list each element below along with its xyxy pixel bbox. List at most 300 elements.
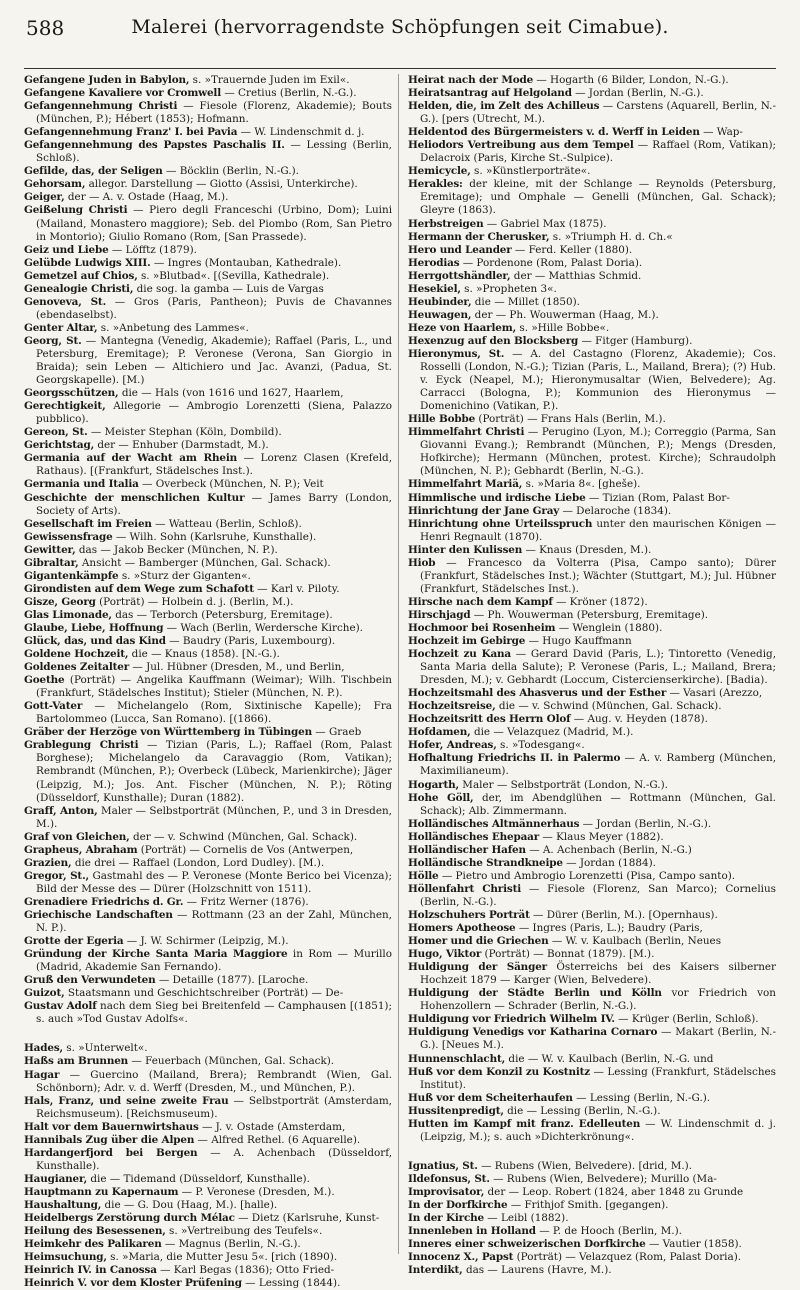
entry-heading: Gregor, St.,	[24, 869, 90, 882]
index-entry	[24, 492, 392, 518]
entry-text: — W. v. Kaulbach (Berlin, Neues	[548, 935, 722, 948]
entry-text: vor Friedrich von Hohenzollern — Schrader (Berlin, N.-G.).	[420, 987, 777, 1013]
index-entry	[24, 1186, 392, 1199]
entry-heading: Hagar	[24, 1068, 60, 1081]
entry-heading: Haugianer,	[24, 1172, 88, 1185]
entry-heading: Hirschjagd	[408, 608, 471, 621]
entry-heading: Gibraltar,	[24, 556, 79, 569]
entry-text: nach dem Sieg bei Breitenfeld — Camphausen [(1851); s. auch »Tod Gustav Adolfs«.	[36, 1000, 392, 1026]
entry-text: s. »Maria 8«. [gheše).	[522, 478, 641, 491]
entry-heading: Huldigung der Sänger	[408, 961, 547, 974]
entry-heading: Hals, Franz, und seine zweite Frau	[24, 1094, 229, 1107]
index-entry	[408, 270, 776, 283]
entry-text: das — Jakob Becker (München, N. P.).	[75, 543, 278, 556]
section-gap	[24, 1026, 392, 1042]
entry-heading: Hogarth,	[408, 778, 459, 791]
entry-heading: Girondisten auf dem Wege zum Schafott	[24, 582, 254, 595]
index-entry	[408, 296, 776, 309]
index-entry	[24, 1121, 392, 1134]
entry-text: der — v. Schwind (München, Gal. Schack).	[129, 830, 358, 843]
entry-heading: Halt vor dem Bauernwirtshaus	[24, 1120, 199, 1133]
entry-heading: Goldene Hochzeit,	[24, 648, 129, 661]
index-entry	[24, 100, 392, 126]
entry-text: — Knaus (Dresden, M.).	[522, 543, 652, 556]
entry-text: — P. de Hooch (Berlin, M.).	[535, 1225, 682, 1238]
entry-heading: Gefilde, das, der Seligen	[24, 165, 163, 178]
entry-heading: Germania und Italia	[24, 478, 139, 491]
entry-text: — A. Achenbach (Berlin, N.-G.)	[525, 843, 692, 856]
entry-heading: Hinter den Kulissen	[408, 543, 523, 556]
index-entry	[24, 596, 392, 609]
index-entry	[408, 1186, 776, 1199]
entry-text: s. »Sturz der Giganten«.	[118, 569, 251, 582]
index-entry	[24, 948, 392, 974]
entry-text: — Vautier (1858).	[645, 1238, 742, 1251]
index-entry	[24, 622, 392, 635]
index-entry	[408, 1118, 776, 1144]
index-entry	[24, 870, 392, 896]
entry-text: (Porträt) — Cornelis de Vos (Antwerpen,	[137, 843, 354, 856]
index-entry	[408, 244, 776, 257]
index-entry	[408, 726, 776, 739]
entry-text: die — Hals (von 1616 und 1627, Haarlem,	[118, 387, 344, 400]
index-entry	[24, 335, 392, 387]
entry-text: — Magnus (Berlin, N.-G.).	[161, 1238, 301, 1251]
entry-text: — Jordan (Berlin, N.-G.).	[571, 87, 704, 100]
index-entry	[408, 922, 776, 935]
index-entry	[408, 544, 776, 557]
entry-heading: Huß vor dem Scheiterhaufen	[408, 1091, 573, 1104]
entry-heading: Huldigung der Städte Berlin und Kölln	[408, 987, 662, 1000]
entry-heading: Grapheus, Abraham	[24, 843, 138, 856]
entry-heading: Hirsche nach dem Kampf	[408, 595, 553, 608]
index-entry	[24, 1238, 392, 1251]
index-entry	[24, 296, 392, 322]
index-entry	[408, 178, 776, 217]
index-entry	[408, 713, 776, 726]
entry-heading: Gerechtigkeit,	[24, 400, 106, 413]
entry-text: der — Leop. Robert (1824, aber 1848 zu Grunde	[484, 1185, 744, 1198]
index-entry	[24, 1225, 392, 1238]
entry-text: — Lessing (Frankfurt, Städelsches Institut).	[420, 1065, 776, 1091]
entry-heading: Heliodors Vertreibung aus dem Tempel	[408, 139, 634, 152]
entry-heading: Gereon, St.	[24, 426, 88, 439]
entry-text: — Löfftz (1879).	[108, 243, 197, 256]
index-entry	[408, 426, 776, 478]
entry-text: s. »Künstlerporträte«.	[470, 165, 591, 178]
entry-heading: Gesellschaft im Freien	[24, 517, 152, 530]
index-entry	[24, 805, 392, 831]
entry-heading: Hölle	[408, 869, 439, 882]
entry-heading: Gründung der Kirche Santa Maria Maggiore	[24, 948, 288, 961]
index-entry	[408, 648, 776, 687]
entry-text: — J. v. Ostade (Amsterdam,	[198, 1120, 346, 1133]
entry-text: (Porträt) — Frans Hals (Berlin, M.).	[475, 413, 666, 426]
index-entry	[24, 739, 392, 804]
entry-heading: Goethe	[24, 674, 65, 687]
index-entry	[408, 596, 776, 609]
entry-heading: Hinrichtung ohne Urteilsspruch	[408, 517, 593, 530]
entry-text: s. »Anbetung des Lammes«.	[97, 321, 249, 334]
entry-heading: Gewissensfrage	[24, 530, 113, 543]
index-entry	[408, 478, 776, 491]
entry-text: (Porträt) — Velazquez (Rom, Palast Doria).	[513, 1251, 742, 1264]
entry-text: — W. Lindenschmit d. j.	[237, 126, 365, 139]
index-entry	[24, 726, 392, 739]
index-entry	[408, 687, 776, 700]
entry-text: die — v. Schwind (München, Gal. Schack).	[495, 700, 722, 713]
index-entry	[24, 257, 392, 270]
page-header	[26, 16, 774, 44]
entry-text: — Rubens (Wien, Belvedere). [drid, M.).	[477, 1159, 692, 1172]
entry-text: die — Knaus (1858). [N.-G.).	[128, 648, 280, 661]
index-entry	[408, 505, 776, 518]
entry-text: — Selbstporträt (Amsterdam, Reichsmuseum). [Reichsmuseum).	[36, 1094, 392, 1120]
entry-text: — Overbeck (München, N. P.); Veit	[138, 478, 324, 491]
entry-text: s. »Blutbad«. [(Sevilla, Kathedrale).	[137, 269, 330, 282]
index-entry	[24, 831, 392, 844]
entry-heading: Himmlische und irdische Liebe	[408, 491, 586, 504]
entry-text: — Baudry (Paris, Luxembourg).	[165, 635, 336, 648]
entry-text: — Hugo Kauffmann	[525, 635, 632, 648]
index-entry	[408, 413, 776, 426]
entry-text: das — Terborch (Petersburg, Eremitage).	[111, 608, 333, 621]
index-entry	[408, 218, 776, 231]
entry-heading: Hades,	[24, 1042, 63, 1055]
index-entry	[24, 700, 392, 726]
entry-heading: Huldigung Venedigs vor Katharina Cornaro	[408, 1026, 658, 1039]
entry-heading: Hochzeitsreise,	[408, 700, 496, 713]
entry-heading: Grotte der Egeria	[24, 935, 124, 948]
index-entry	[24, 987, 392, 1000]
index-entry	[24, 1251, 392, 1264]
entry-text: die — Velazquez (Madrid, M.).	[470, 726, 634, 739]
index-entry	[24, 322, 392, 335]
index-entry	[408, 139, 776, 165]
entry-heading: Helden, die, im Zelt des Achilleus	[408, 100, 600, 113]
entry-heading: Hofdamen,	[408, 726, 471, 739]
index-entry	[24, 74, 392, 87]
entry-text: s. »Unterwelt«.	[63, 1042, 148, 1055]
entry-text: — Rottmann (23 an der Zahl, München, N. P.).	[36, 909, 392, 935]
entry-heading: Ildefonsus, St.	[408, 1172, 490, 1185]
entry-text: unter den maurischen Königen — Henri Regnault (1870).	[420, 517, 776, 543]
entry-heading: Gehorsam,	[24, 178, 86, 191]
entry-heading: Hugo, Viktor	[408, 948, 482, 961]
entry-heading: Grenadiere Friedrichs d. Gr.	[24, 895, 184, 908]
entry-text: Gastmahl des — P. Veronese (Monte Berico bei Vicenza); Bild der Messe des — Dürer (Holzschnitt von 1511).	[36, 869, 392, 895]
entry-heading: Hero und Leander	[408, 243, 512, 256]
entry-heading: In der Kirche	[408, 1212, 484, 1225]
entry-heading: Hinrichtung der Jane Gray	[408, 504, 560, 517]
index-entry	[408, 1026, 776, 1052]
entry-text: — Tizian (Paris, L.); Raffael (Rom, Palast Borghese); Michelangelo da Caravaggio (Rom, Vatikan); Rembrandt (München, P.); Overbeck (Lübeck, Marienkirche); Jäger (Leipzig, M.); Jos. Ant. Fischer (München, N. P.); Röting (Düsseldorf, Kunsthalle); Duran (1882).	[36, 739, 392, 804]
entry-text: der kleine, mit der Schlange — Reynolds (Petersburg, Eremitage); und Omphale — Genelli (München, Gal. Schack); Gleyre (1863).	[420, 178, 776, 217]
entry-text: die — Tidemand (Düsseldorf, Kunsthalle).	[87, 1172, 310, 1185]
entry-heading: Improvisator,	[408, 1185, 485, 1198]
entry-heading: Hille Bobbe	[408, 413, 476, 426]
entry-text: — Raffael (Rom, Vatikan); Delacroix (Paris, Kirche St.-Sulpice).	[420, 139, 776, 165]
entry-heading: Heubinder,	[408, 295, 472, 308]
index-entry	[408, 283, 776, 296]
entry-heading: Hofer, Andreas,	[408, 739, 497, 752]
entry-text: — Meister Stephan (Köln, Dombild).	[87, 426, 282, 439]
index-entry	[24, 1134, 392, 1147]
entry-heading: Heze von Haarlem,	[408, 321, 517, 334]
entry-text: — Jordan (1884).	[562, 856, 656, 869]
entry-text: — Makart (Berlin, N.-G.). [Neues M.).	[420, 1026, 776, 1052]
page-number: 588	[26, 16, 65, 40]
entry-text: — Piero degli Franceschi (Urbino, Dom); Luini (Mailand, Monastero maggiore); Seb. del Piombo (Rom, San Pietro in Montorio); Giulio Romano (Rom, [San Prassede).	[36, 204, 393, 243]
index-entry	[24, 635, 392, 648]
entry-heading: Holländischer Hafen	[408, 843, 526, 856]
index-entry	[408, 165, 776, 178]
entry-text: — Gros (Paris, Pantheon); Puvis de Chavannes (ebendaselbst).	[36, 295, 392, 321]
index-entry	[24, 974, 392, 987]
index-entry	[24, 531, 392, 544]
entry-heading: Gelübde Ludwigs XIII.	[24, 256, 151, 269]
index-entry	[24, 283, 392, 296]
entry-heading: Herodias	[408, 256, 460, 269]
entry-heading: Holländische Strandkneipe	[408, 856, 563, 869]
entry-text: die — G. Dou (Haag, M.). [halle).	[101, 1198, 278, 1211]
entry-text: — Cretius (Berlin, N.-G.).	[221, 87, 357, 100]
entry-text: — Fiesole (Florenz, Akademie); Bouts (München, P.); Hébert (1853); Hofmann.	[36, 100, 392, 126]
entry-heading: Genoveva, St.	[24, 295, 107, 308]
entry-text: — J. W. Schirmer (Leipzig, M.).	[123, 935, 289, 948]
index-entry	[24, 191, 392, 204]
entry-text: die — Millet (1850).	[471, 295, 580, 308]
entry-text: in Rom — Murillo (Madrid, Akademie San Fernando).	[36, 948, 393, 974]
index-entry	[24, 439, 392, 452]
entry-heading: Glück, das, und das Kind	[24, 635, 166, 648]
entry-text: (Porträt) — Bonnat (1879). [M.).	[481, 948, 655, 961]
entry-text: — Alfred Rethel. (6 Aquarelle).	[194, 1133, 361, 1146]
entry-text: — Graeb	[312, 726, 362, 739]
entry-heading: Hemicycle,	[408, 165, 471, 178]
entry-heading: Ignatius, St.	[408, 1159, 478, 1172]
index-entry	[408, 557, 776, 596]
entry-text: — A. del Castagno (Florenz, Akademie); Cos. Rosselli (London, N.-G.); Tizian (Paris, L., Mailand, Brera); (?) Hub. v. Eyck (Neapel, M.); Hieronymusaltar (Wien, Belvedere); Ag. Carracci (Bologna, P.); Kommunion des Hieronymus — Domenichino (Vatikan, P.).	[420, 347, 776, 413]
entry-text: die sog. la gamba — Luis de Vargas	[133, 282, 324, 295]
entry-text: s. »Vertreibung des Teufels«.	[165, 1225, 323, 1238]
index-entry	[408, 1013, 776, 1026]
entry-heading: Himmelfahrt Mariä,	[408, 478, 523, 491]
index-entry	[408, 948, 776, 961]
entry-heading: Hofhaltung Friedrichs II. in Palermo	[408, 752, 621, 765]
index-entry	[408, 348, 776, 413]
entry-text: — Ferd. Keller (1880).	[511, 243, 633, 256]
entry-heading: Gott-Vater	[24, 700, 83, 713]
entry-text: s. »Trauernde Juden im Exil«.	[189, 74, 350, 86]
index-entry	[24, 648, 392, 661]
entry-heading: Herrgottshändler,	[408, 269, 511, 282]
index-entry	[24, 583, 392, 596]
entry-text: — Feuerbach (München, Gal. Schack).	[128, 1055, 335, 1068]
entry-heading: Heimsuchung,	[24, 1251, 107, 1264]
entry-text: — Pietro und Ambrogio Lorenzetti (Pisa, Campo santo).	[438, 869, 736, 882]
entry-heading: Heinrich V. vor dem Kloster Prüfening	[24, 1277, 242, 1290]
entry-text: s. »Triumph H. d. Ch.«	[549, 230, 673, 243]
entry-text: — Wap-	[699, 126, 743, 139]
index-entry	[408, 609, 776, 622]
entry-heading: Heinrich IV. in Canossa	[24, 1264, 157, 1277]
entry-text: — Pordenone (Rom, Palast Doria).	[459, 256, 643, 269]
index-entry	[408, 1173, 776, 1186]
entry-heading: Gefangene Juden in Babylon,	[24, 74, 190, 86]
entry-heading: Hochzeitsritt des Herrn Olof	[408, 713, 571, 726]
entry-text: — Wach (Berlin, Werdersche Kirche).	[163, 621, 363, 634]
index-entry	[24, 896, 392, 909]
entry-heading: Heilung des Besessenen,	[24, 1225, 166, 1238]
index-entry	[24, 1264, 392, 1277]
index-entry	[24, 1069, 392, 1095]
entry-heading: Genealogie Christi,	[24, 282, 134, 295]
index-entry	[408, 792, 776, 818]
entry-text: — Fitger (Hamburg).	[578, 334, 693, 347]
entry-heading: Gruß den Verwundeten	[24, 974, 156, 987]
entry-text: der, im Abendglühen — Rottmann (München, Gal. Schack); Alb. Zimmermann.	[420, 791, 776, 817]
entry-text: Staatsmann und Geschichtschreiber (Porträt) — De-	[64, 987, 344, 1000]
entry-text: der — Enhuber (Darmstadt, M.).	[94, 439, 269, 452]
entry-heading: Heldentod des Bürgermeisters v. d. Werff in Leiden	[408, 126, 700, 139]
entry-heading: Geiz und Liebe	[24, 243, 109, 256]
entry-heading: Huß vor dem Konzil zu Kostnitz	[408, 1065, 591, 1078]
entry-text: — Carstens (Aquarell, Berlin, N.-G.). [pers (Utrecht, M.).	[420, 100, 777, 126]
entry-heading: Glas Limonade,	[24, 608, 112, 621]
entry-heading: Homer und die Griechen	[408, 935, 549, 948]
entry-heading: Inneres einer schweizerischen Dorfkirche	[408, 1238, 646, 1251]
entry-text: — A. v. Ramberg (München, Maximilianeum).	[420, 752, 776, 778]
left-column	[24, 74, 393, 1290]
index-entry	[408, 492, 776, 505]
entry-heading: Hochzeitsmahl des Ahasverus und der Esther	[408, 687, 667, 700]
entry-heading: Himmelfahrt Christi	[408, 426, 525, 439]
entry-text: — Watteau (Berlin, Schloß).	[151, 517, 302, 530]
entry-heading: Holländisches Altmännerhaus	[408, 817, 580, 830]
entry-text: — Delaroche (1834).	[559, 504, 672, 517]
entry-text: — Karl v. Piloty.	[253, 582, 340, 595]
entry-heading: Graff, Anton,	[24, 804, 98, 817]
section-gap	[408, 1144, 776, 1160]
index-entry	[408, 1160, 776, 1173]
entry-text: Österreichs bei des Kaisers silberner Hochzeit 1879 — Karger (Wien, Belvedere).	[420, 961, 776, 987]
index-entry	[408, 870, 776, 883]
entry-heading: Guizot,	[24, 987, 65, 1000]
entry-text: die — Lessing (Berlin, N.-G.).	[503, 1104, 661, 1117]
index-entry	[24, 126, 392, 139]
index-entry	[24, 1277, 392, 1290]
entry-heading: In der Dorfkirche	[408, 1198, 508, 1211]
index-entry	[408, 1053, 776, 1066]
entry-text: — Detaille (1877). [Laroche.	[155, 974, 309, 987]
entry-text: — Hogarth (6 Bilder, London, N.-G.).	[533, 74, 729, 86]
entry-text: — Leibl (1882).	[484, 1212, 569, 1225]
entry-heading: Geißelung Christi	[24, 204, 128, 217]
entry-heading: Haßs am Brunnen	[24, 1055, 129, 1068]
entry-text: — Rubens (Wien, Belvedere); Murillo (Ma-	[489, 1172, 717, 1185]
entry-heading: Georg, St.	[24, 334, 82, 347]
entry-heading: Graf von Gleichen,	[24, 830, 130, 843]
entry-text: Maler — Selbstporträt (München, P., und 3 in Dresden, M.).	[36, 804, 392, 830]
entry-heading: Hardangerfjord bei Bergen	[24, 1146, 198, 1159]
index-entry	[24, 570, 392, 583]
entry-text: — Mantegna (Venedig, Akademie); Raffael (Paris, L., und Petersburg, Eremitage); P. Veronese (Verona, San Giorgio in Braida); sein Leben — Altichiero und Jac. Avanzi, (Padua, St. Georgskapelle). [M.)	[36, 334, 393, 387]
index-entry	[24, 387, 392, 400]
entry-heading: Hochzeit zu Kana	[408, 648, 512, 661]
entry-text: Ansicht — Bamberger (München, Gal. Schack).	[78, 556, 331, 569]
index-entry	[24, 844, 392, 857]
entry-text: — Frithjof Smith. [gegangen).	[507, 1198, 669, 1211]
entry-text: — Tizian (Rom, Palast Bor-	[585, 491, 730, 504]
entry-text: — Dürer (Berlin, M.). [Opernhaus).	[529, 909, 718, 921]
page-title: Malerei (hervorragendste Schöpfungen seit Cimabue).	[131, 16, 669, 38]
index-entry	[408, 700, 776, 713]
entry-text: s. »Todesgang«.	[496, 739, 585, 752]
index-entry	[408, 1066, 776, 1092]
entry-text: — Lessing (Berlin, Schloß).	[36, 139, 392, 165]
entry-text: — Kröner (1872).	[552, 595, 648, 608]
index-entry	[24, 1199, 392, 1212]
entry-text: — Lessing (Berlin, N.-G.).	[572, 1091, 711, 1104]
entry-heading: Geschichte der menschlichen Kultur	[24, 491, 245, 504]
index-entry	[24, 178, 392, 191]
entry-heading: Hussitenpredigt,	[408, 1104, 504, 1117]
entry-heading: Herbstreigen	[408, 217, 484, 230]
entry-text: allegor. Darstellung — Giotto (Assisi, Unterkirche).	[85, 178, 358, 191]
index-entry	[408, 1251, 776, 1264]
entry-heading: Hochmoor bei Rosenheim	[408, 621, 556, 634]
index-entry	[24, 204, 392, 243]
entry-heading: Interdikt,	[408, 1264, 463, 1277]
entry-heading: Hutten im Kampf mit franz. Edelleuten	[408, 1117, 641, 1130]
index-entry	[408, 909, 776, 922]
entry-text: — Wenglein (1880).	[555, 621, 663, 634]
entry-heading: Hermann der Cherusker,	[408, 230, 550, 243]
index-entry	[24, 1000, 392, 1026]
entry-text: — Lorenz Clasen (Krefeld, Rathaus). [(Frankfurt, Städelsches Inst.).	[36, 452, 392, 478]
index-entry	[24, 165, 392, 178]
right-column	[408, 74, 777, 1277]
entry-text: — Klaus Meyer (1882).	[539, 830, 664, 843]
entry-heading: Hauptmann zu Kapernaum	[24, 1185, 179, 1198]
index-entry	[408, 844, 776, 857]
entry-heading: Hohe Göll,	[408, 791, 474, 804]
entry-heading: Gigantenkämpfe	[24, 569, 119, 582]
entry-text: — Dietz (Karlsruhe, Kunst-	[234, 1212, 380, 1225]
entry-text: — Ingres (Montauban, Kathedrale).	[150, 256, 342, 269]
index-entry	[408, 635, 776, 648]
entry-text: der — Matthias Schmid.	[510, 269, 642, 282]
index-entry	[24, 1212, 392, 1225]
entry-heading: Heiratsantrag auf Helgoland	[408, 87, 572, 100]
entry-heading: Hunnenschlacht,	[408, 1052, 506, 1065]
entry-heading: Gemetzel auf Chios,	[24, 269, 138, 282]
entry-heading: Gustav Adolf	[24, 1000, 97, 1013]
entry-text: (Porträt) — Holbein d. j. (Berlin, M.).	[95, 595, 294, 608]
index-entry	[408, 126, 776, 139]
entry-heading: Heuwagen,	[408, 308, 472, 321]
entry-heading: Innenleben in Holland	[408, 1225, 536, 1238]
entry-heading: Grazien,	[24, 856, 72, 869]
index-entry	[24, 139, 392, 165]
index-entry	[408, 309, 776, 322]
index-entry	[408, 831, 776, 844]
index-entry	[24, 400, 392, 426]
index-entry	[408, 752, 776, 778]
index-entry	[24, 87, 392, 100]
entry-heading: Glaube, Liebe, Hoffnung	[24, 621, 164, 634]
